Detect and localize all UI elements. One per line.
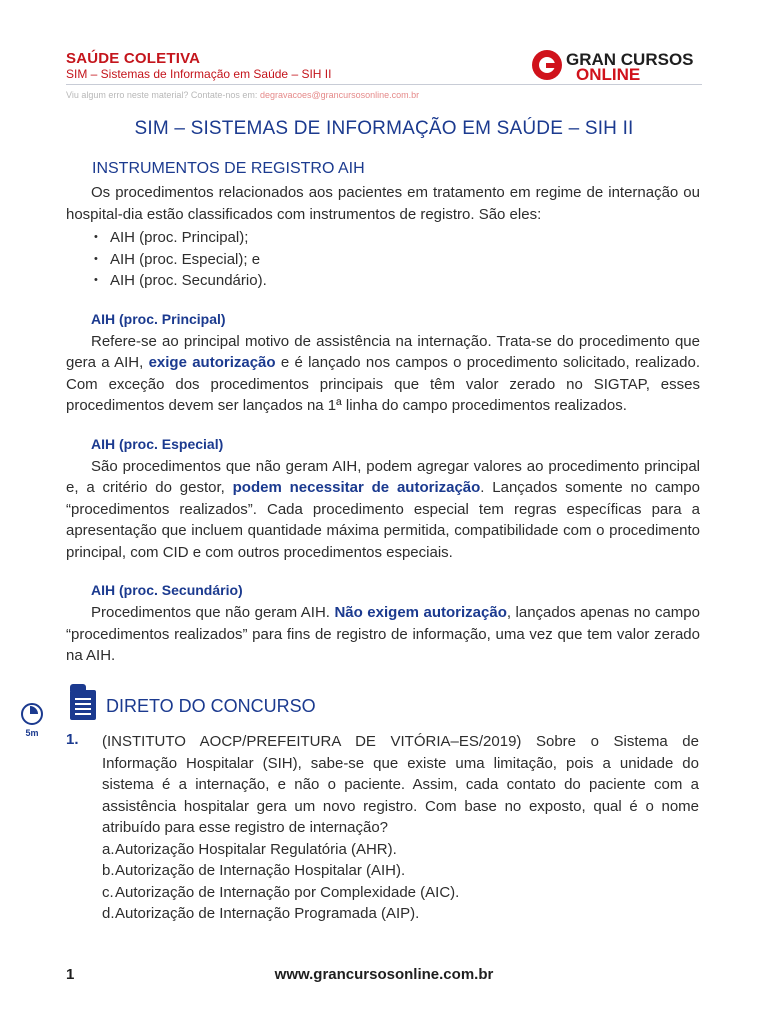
option-letter: d. [102,905,115,922]
answer-option[interactable] [102,839,699,861]
logo-line-2: ONLINE [576,65,641,84]
list-item: • AIH (proc. Secundário). [94,270,700,292]
main-content [66,160,700,667]
document-list-icon [70,690,96,720]
logo-g-icon [532,50,562,80]
section-intro: Os procedimentos relacionados aos pacientes em tratamento em regime de internação ou hospital-dia estão classificados com instrumentos de registro. São eles: [66,184,700,223]
paragraph-especial: São procedimentos que não geram AIH, podem agregar valores ao procedimento principal e, a critério do gestor, podem necessitar de autorização. Lançados somente no campo “procedimentos realizados”. Cada procedimento especial tem regras específicas para a apresentação que incluem quantidade máxima permitida, compatibilidade com o procedimento principal, com CID e com outros procedimentos especiais. [66,457,700,561]
subheading-secundario: AIH (proc. Secundário) [91,582,243,598]
option-letter: c. [102,883,114,901]
section-title-direto: DIRETO DO CONCURSO [106,696,316,716]
page-number: 1 [66,966,75,983]
option-letter: b. [102,862,115,879]
instrument-list [66,227,700,292]
contact-email-link[interactable]: degravacoes@grancursosonline.com.br [259,90,420,100]
course-category: SAÚDE COLETIVA [66,50,201,67]
emphasis-text: podem necessitar de autorização [232,479,481,496]
answer-option[interactable] [102,882,699,904]
footer-website-link[interactable]: www.grancursosonline.com.br [274,966,494,983]
page-title: SIM – SISTEMAS DE INFORMAÇÃO EM SAÚDE – SIH II [134,118,634,139]
paragraph-secundario: Procedimentos que não geram AIH. Não exigem autorização, lançados apenas no campo “procedimentos realizados” para fins de registro de informação, uma vez que tem valor zerado na AIH. [66,604,700,664]
question-number: 1. [66,731,79,748]
timer-badge [20,703,44,738]
list-item: • AIH (proc. Principal); [94,227,700,249]
option-text: Autorização Hospitalar Regulatória (AHR). [115,840,397,858]
logo-line-1: GRAN CURSOS [566,50,694,69]
answer-option[interactable] [102,860,699,882]
question-text: (INSTITUTO AOCP/PREFEITURA DE VITÓRIA–ES/2019) Sobre o Sistema de Informação Hospitalar (SIH), sabe-se que existe uma limitação, pois a unidade do sistema é a internação, e não o paciente. Assim, cada contato do paciente com a assistência hospitalar gera um novo registro. Com base no exposto, qual é o nome atribuído para esse registro de internação? [102,733,699,836]
error-notice-text: Viu algum erro neste material? Contate-nos em: [66,90,260,100]
gran-cursos-logo [532,50,702,86]
timer-label: 5m [25,728,39,738]
paragraph-principal: Refere-se ao principal motivo de assistência na internação. Trata-se do procedimento que gera a AIH, exige autorização e é lançado nos campos o procedimento solicitado, realizado. Com exceção dos procedimentos principais que têm valor zerado no SIGTAP, esses procedimentos devem ser lançados na 1ª linha do campo procedimentos realizados. [66,332,700,414]
option-text: Autorização de Internação Hospitalar (AIH). [115,862,406,879]
subheading-principal: AIH (proc. Principal) [91,310,226,327]
question-body [102,731,699,925]
list-item: • AIH (proc. Especial); e [94,249,700,271]
emphasis-text: exige autorização [148,354,276,371]
emphasis-text: Não exigem autorização [334,604,507,621]
document-subtitle: SIM – Sistemas de Informação em Saúde – SIH II [66,67,332,81]
option-text: Autorização de Internação por Complexidade (AIC). [115,883,460,901]
option-text: Autorização de Internação Programada (AIP). [115,905,420,922]
timer-icon [21,703,43,725]
subheading-especial: AIH (proc. Especial) [91,435,224,452]
option-letter: a. [102,840,115,858]
error-notice [66,90,419,100]
section-heading: INSTRUMENTOS DE REGISTRO AIH [92,160,365,177]
answer-option[interactable] [102,903,699,925]
